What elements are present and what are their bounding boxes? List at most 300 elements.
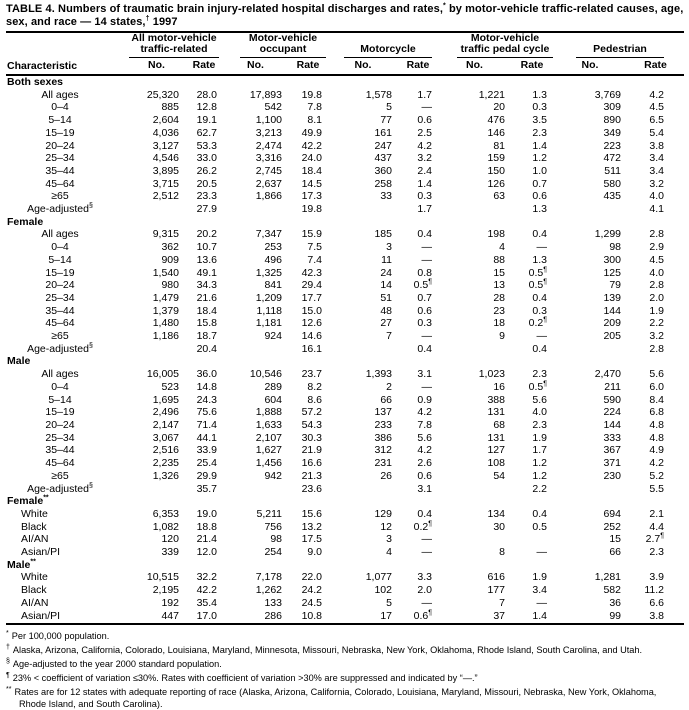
cell-no: 131: [487, 406, 505, 419]
cell-no: 349: [603, 126, 621, 139]
cell-no: 4: [499, 241, 505, 254]
cell-no: [128, 203, 185, 216]
cell-no: 33: [380, 190, 392, 203]
cell-rate: 3.4: [649, 164, 664, 177]
cell-no: 890: [603, 114, 621, 127]
cell-no: 1,479: [152, 291, 179, 304]
cell-no: 3,213: [255, 126, 282, 139]
cell-no: 437: [374, 152, 392, 165]
cell-rate: 23.7: [301, 368, 322, 381]
table-row: [6, 470, 684, 483]
table-row: [6, 597, 684, 610]
cell-rate: 17.3: [301, 190, 322, 203]
table-row: [6, 190, 684, 203]
cell-no: 590: [603, 393, 621, 406]
cell-rate: 0.9: [417, 393, 432, 406]
cell-rate: 5.6: [649, 368, 664, 381]
cell-no: 2,516: [152, 444, 179, 457]
cell-no: [438, 203, 511, 216]
cell-rate: 0.6¶: [413, 609, 432, 622]
cell-rate: 22.0: [301, 571, 322, 584]
cell-no: 1,209: [255, 291, 282, 304]
cell-rate: —: [421, 596, 432, 609]
row-label: 5–14: [48, 114, 72, 127]
cell-rate: —: [421, 253, 432, 266]
footnote-text: Rates are for 12 states with adequate reporting of race (Alaska, Arizona, California, Colorado, Louisiana, Maryland, Missouri, Nebraska, New York, Oklahoma, Rhode Island, and South Carolina).: [14, 687, 657, 709]
cell-no: 371: [603, 457, 621, 470]
footnote-marker: §: [6, 658, 10, 666]
cell-rate: —: [421, 330, 432, 343]
cell-rate: 17.7: [301, 291, 322, 304]
cell-no: 472: [603, 152, 621, 165]
cell-no: [553, 343, 627, 356]
cell-no: 1,393: [365, 368, 392, 381]
table-row: [6, 483, 684, 496]
row-label: Age-adjusted§: [27, 482, 93, 495]
row-label: 35–44: [45, 444, 75, 457]
cell-rate: 0.6: [417, 469, 432, 482]
row-label: 15–19: [45, 126, 75, 139]
cell-no: 580: [603, 177, 621, 190]
cell-no: 7,178: [255, 571, 282, 584]
cell-no: 2,745: [255, 164, 282, 177]
cell-rate: 2.5: [417, 126, 432, 139]
cell-no: 4: [386, 546, 392, 559]
cell-rate: 75.6: [196, 406, 217, 419]
cell-no: 16: [493, 380, 505, 393]
cell-no: 2,474: [255, 139, 282, 152]
cell-no: 1,221: [478, 88, 505, 101]
section-row: [6, 355, 684, 368]
cell-rate: 5.6: [532, 393, 547, 406]
cell-rate: 2.0: [649, 291, 664, 304]
footnote: [6, 684, 684, 709]
cell-rate: 2.2: [649, 317, 664, 330]
cell-no: 496: [264, 253, 282, 266]
cell-no: 885: [161, 101, 179, 114]
row-label: 5–14: [48, 253, 72, 266]
footnote-marker: ¶: [6, 672, 10, 680]
cell-rate: 24.2: [301, 584, 322, 597]
row-label: Age-adjusted§: [27, 342, 93, 355]
row-label: 45–64: [45, 177, 75, 190]
cell-no: 3,127: [152, 139, 179, 152]
table-row: [6, 267, 684, 280]
table-row: [6, 165, 684, 178]
cell-no: 48: [380, 304, 392, 317]
row-label: Asian/PI: [21, 609, 61, 622]
cell-no: 1,540: [152, 266, 179, 279]
cell-rate: 12.8: [196, 101, 217, 114]
cell-rate: 13.2: [301, 520, 322, 533]
table-row: [6, 101, 684, 114]
cell-rate: 49.9: [301, 126, 322, 139]
cell-no: 139: [603, 291, 621, 304]
cell-no: 2,512: [152, 190, 179, 203]
cell-no: 224: [603, 406, 621, 419]
cell-no: 24: [380, 266, 392, 279]
cell-rate: 4.5: [649, 101, 664, 114]
cell-rate: 1.9: [649, 304, 664, 317]
table-row: [6, 292, 684, 305]
cell-rate: 0.5¶: [528, 278, 547, 292]
section-row: [6, 216, 684, 229]
cell-no: 185: [374, 228, 392, 241]
cell-rate: 6.8: [649, 406, 664, 419]
cell-rate: 2.9: [649, 241, 664, 254]
cell-rate: 44.1: [196, 431, 217, 444]
cell-no: 177: [487, 584, 505, 597]
cell-no: 125: [603, 266, 621, 279]
cell-no: 4,036: [152, 126, 179, 139]
cell-rate: 0.5¶: [528, 380, 547, 393]
cell-rate: 32.2: [196, 571, 217, 584]
table-row: [6, 508, 684, 521]
data-table: [6, 33, 684, 622]
cell-no: 18: [493, 317, 505, 330]
cell-rate: 26.2: [196, 164, 217, 177]
cell-no: 339: [161, 546, 179, 559]
table-row: [6, 254, 684, 267]
cell-no: 51: [380, 291, 392, 304]
cell-rate: 1.9: [532, 431, 547, 444]
cell-rate: 10.8: [301, 609, 322, 622]
cell-no: 2,195: [152, 584, 179, 597]
cell-no: 9: [499, 330, 505, 343]
cell-no: 25,320: [146, 88, 179, 101]
cell-no: 10,515: [146, 571, 179, 584]
cell-rate: 18.8: [196, 520, 217, 533]
row-label: 25–34: [45, 431, 75, 444]
table-row: [6, 140, 684, 153]
section-label: Female**: [7, 494, 49, 508]
cell-no: 312: [374, 444, 392, 457]
cell-rate: 6.0: [649, 380, 664, 393]
row-label: 20–24: [45, 139, 75, 152]
cell-no: 360: [374, 164, 392, 177]
cell-rate: 3.8: [649, 139, 664, 152]
cell-rate: 2.6: [417, 457, 432, 470]
row-label: 15–19: [45, 406, 75, 419]
cell-no: 15: [609, 533, 621, 546]
cell-no: [553, 203, 627, 216]
cell-rate: 4.0: [649, 190, 664, 203]
cell-no: 4,546: [152, 152, 179, 165]
cell-rate: 24.5: [301, 596, 322, 609]
cell-rate: 4.5: [649, 253, 664, 266]
row-label: All ages: [41, 228, 79, 241]
cell-rate: 0.6: [532, 190, 547, 203]
cell-rate: 3.2: [417, 152, 432, 165]
rate-column-header: Rate: [185, 58, 223, 75]
cell-rate: 4.2: [417, 139, 432, 152]
row-label: 45–64: [45, 317, 75, 330]
cell-rate: 3.4: [532, 584, 547, 597]
cell-no: 333: [603, 431, 621, 444]
cell-no: 159: [487, 152, 505, 165]
cell-rate: 1.7: [417, 88, 432, 101]
cell-rate: 6.6: [649, 596, 664, 609]
cell-no: [328, 343, 398, 356]
cell-rate: 35.4: [196, 596, 217, 609]
row-label: Asian/PI: [21, 546, 61, 559]
cell-no: 17: [380, 609, 392, 622]
cell-rate: 19.1: [196, 114, 217, 127]
cell-rate: 0.6: [417, 114, 432, 127]
row-label: Age-adjusted§: [27, 202, 93, 216]
cell-no: 3,715: [152, 177, 179, 190]
cell-no: 980: [161, 279, 179, 292]
cell-rate: 7.4: [307, 253, 322, 266]
footnote: [6, 670, 684, 684]
cell-rate: 33.0: [196, 152, 217, 165]
cell-no: 1,326: [152, 469, 179, 482]
footnote-marker: *: [6, 630, 9, 638]
cell-no: 1,578: [365, 88, 392, 101]
cell-rate: 29.4: [301, 279, 322, 292]
cell-no: 1,456: [255, 457, 282, 470]
cell-no: [223, 483, 288, 496]
cell-no: [438, 483, 511, 496]
table-row: [6, 546, 684, 559]
cell-rate: 3.1: [417, 368, 432, 381]
cell-no: 2,604: [152, 114, 179, 127]
cell-no: 27: [380, 317, 392, 330]
cell-rate: 4.9: [649, 444, 664, 457]
cell-no: 1,325: [255, 266, 282, 279]
cell-rate: 20.2: [196, 228, 217, 241]
cell-rate: 3.3: [417, 571, 432, 584]
cell-no: 1,100: [255, 114, 282, 127]
cell-rate: 2.3: [532, 126, 547, 139]
cell-rate: 11.2: [644, 584, 664, 597]
cell-no: 14: [380, 279, 392, 292]
cell-rate: 1.3: [532, 253, 547, 266]
cell-no: 1,627: [255, 444, 282, 457]
cell-rate: 8.1: [307, 114, 322, 127]
cell-rate: 4.2: [649, 88, 664, 101]
row-label: All ages: [41, 368, 79, 381]
cell-no: 253: [264, 241, 282, 254]
cell-no: 26: [380, 469, 392, 482]
cell-no: 694: [603, 507, 621, 520]
cell-rate: 42.2: [301, 139, 322, 152]
cell-rate: 36.0: [196, 368, 217, 381]
table-row: [6, 432, 684, 445]
cell-rate: 2.1: [649, 507, 664, 520]
cell-no: 36: [609, 596, 621, 609]
cell-rate: —: [536, 546, 547, 559]
table-row: [6, 610, 684, 623]
cell-no: 1,299: [594, 228, 621, 241]
cell-rate: —: [536, 241, 547, 254]
cell-rate: 9.0: [307, 546, 322, 559]
cell-no: [128, 483, 185, 496]
cell-no: 79: [609, 279, 621, 292]
row-label: Black: [21, 520, 47, 533]
cell-rate: 3.9: [649, 571, 664, 584]
cell-no: 209: [603, 317, 621, 330]
row-label: 35–44: [45, 164, 75, 177]
cell-rate: 1.2: [532, 457, 547, 470]
row-label: 35–44: [45, 304, 75, 317]
cell-no: 13: [493, 279, 505, 292]
cell-no: 205: [603, 330, 621, 343]
cell-rate: 18.4: [301, 164, 322, 177]
cell-no: 129: [374, 507, 392, 520]
rate-column-header: Rate: [288, 58, 328, 75]
cell-no: 10,546: [249, 368, 282, 381]
cell-rate: 2.3: [532, 368, 547, 381]
row-label: White: [21, 507, 48, 520]
table-row: [6, 178, 684, 191]
cell-no: 211: [604, 380, 621, 393]
cell-rate: 54.3: [301, 418, 322, 431]
cell-rate: 8.2: [307, 380, 322, 393]
cell-no: 7,347: [255, 228, 282, 241]
cell-rate: 33.9: [196, 444, 217, 457]
cell-rate: 1.3: [532, 88, 547, 101]
cell-no: 247: [374, 139, 392, 152]
cell-no: [128, 343, 185, 356]
cell-rate: 2.3: [649, 546, 664, 559]
cell-no: 252: [603, 520, 621, 533]
cell-no: 231: [374, 457, 392, 470]
cell-rate: 4.0: [649, 266, 664, 279]
cell-rate: 3.4: [649, 152, 664, 165]
cell-no: [438, 533, 511, 546]
cell-rate: 49.1: [196, 266, 217, 279]
cell-rate: 17.0: [196, 609, 217, 622]
table-row: [6, 406, 684, 419]
row-label: 20–24: [45, 418, 75, 431]
section-row: [6, 495, 684, 508]
table-row: [6, 305, 684, 318]
cell-rate: —: [421, 380, 432, 393]
cell-no: 8: [499, 546, 505, 559]
cell-rate: 5.5: [649, 482, 664, 495]
column-group-header: Motor-vehicle occupant: [223, 33, 328, 58]
column-group-header: All motor-vehicle traffic-related: [128, 33, 223, 58]
table-row: [6, 394, 684, 407]
cell-rate: —: [536, 330, 547, 343]
cell-rate: 57.2: [301, 406, 322, 419]
table-body: [6, 75, 684, 622]
cell-no: [328, 203, 398, 216]
cell-no: 1,186: [152, 330, 179, 343]
cell-rate: 24.0: [301, 152, 322, 165]
cell-no: 150: [487, 164, 505, 177]
cell-rate: 13.6: [196, 253, 217, 266]
cell-rate: 1.2: [532, 152, 547, 165]
cell-no: 7: [386, 330, 392, 343]
cell-rate: 4.2: [649, 457, 664, 470]
cell-rate: 42.2: [196, 584, 217, 597]
footnote: [6, 628, 684, 642]
cell-rate: 1.7: [417, 203, 432, 216]
footnote-text: 23% < coefficient of variation ≤30%. Rates with coefficient of variation >30% are suppressed and indicated by “—.”: [12, 673, 478, 684]
cell-no: 476: [487, 114, 505, 127]
table-row: [6, 89, 684, 102]
cell-no: 1,181: [255, 317, 282, 330]
cell-no: 604: [264, 393, 282, 406]
cell-no: 447: [161, 609, 179, 622]
cell-no: 98: [609, 241, 621, 254]
cell-rate: —: [421, 241, 432, 254]
cell-rate: 19.8: [301, 203, 322, 216]
cell-no: 3,895: [152, 164, 179, 177]
cell-rate: 25.4: [196, 457, 217, 470]
row-label: 25–34: [45, 152, 75, 165]
cell-no: 98: [270, 533, 282, 546]
cell-no: 9,315: [152, 228, 179, 241]
cell-no: [328, 483, 398, 496]
cell-no: 542: [264, 101, 282, 114]
cell-rate: 18.7: [196, 330, 217, 343]
cell-no: 17,893: [249, 88, 282, 101]
table-row: [6, 279, 684, 292]
rate-column-header: Rate: [627, 58, 684, 75]
cell-no: 1,262: [255, 584, 282, 597]
cell-rate: 15.0: [301, 304, 322, 317]
cell-no: 192: [161, 596, 179, 609]
cell-rate: 0.2¶: [413, 520, 432, 533]
cell-no: 841: [264, 279, 282, 292]
cell-no: 12: [380, 520, 392, 533]
cell-rate: 8.6: [307, 393, 322, 406]
cell-rate: 27.9: [196, 203, 217, 216]
cell-rate: —: [421, 533, 432, 546]
cell-no: 5: [386, 596, 392, 609]
cell-rate: 0.3: [417, 190, 432, 203]
row-label: Black: [21, 584, 47, 597]
cell-rate: 3.2: [649, 177, 664, 190]
no-column-header: No.: [328, 58, 398, 75]
no-column-header: No.: [438, 58, 511, 75]
section-label: Male**: [7, 558, 36, 571]
table-row: [6, 457, 684, 470]
cell-no: [223, 343, 288, 356]
cell-rate: 19.8: [301, 88, 322, 101]
cell-rate: 1.4: [532, 139, 547, 152]
cell-rate: 12.6: [301, 317, 322, 330]
no-column-header: No.: [128, 58, 185, 75]
cell-no: 1,379: [152, 304, 179, 317]
cell-no: 2,637: [255, 177, 282, 190]
table-row: [6, 533, 684, 546]
cell-rate: 30.3: [301, 431, 322, 444]
cell-rate: 20.5: [196, 177, 217, 190]
cell-no: 2,496: [152, 406, 179, 419]
cell-no: 258: [374, 177, 392, 190]
cell-rate: 42.3: [301, 266, 322, 279]
footnote-marker: **: [6, 686, 12, 694]
cell-rate: 4.8: [649, 431, 664, 444]
group-header-row: [6, 33, 684, 58]
cell-rate: 28.0: [196, 88, 217, 101]
cell-rate: 3.5: [532, 114, 547, 127]
characteristic-header: Characteristic: [6, 33, 128, 75]
cell-no: 1,281: [594, 571, 621, 584]
cell-no: 126: [487, 177, 505, 190]
cell-no: 88: [493, 253, 505, 266]
cell-rate: 1.3: [532, 203, 547, 216]
cell-rate: 4.1: [649, 203, 664, 216]
cell-no: 15: [493, 266, 505, 279]
cell-rate: 0.4: [532, 228, 547, 241]
cell-rate: 19.0: [196, 507, 217, 520]
table-row: [6, 584, 684, 597]
